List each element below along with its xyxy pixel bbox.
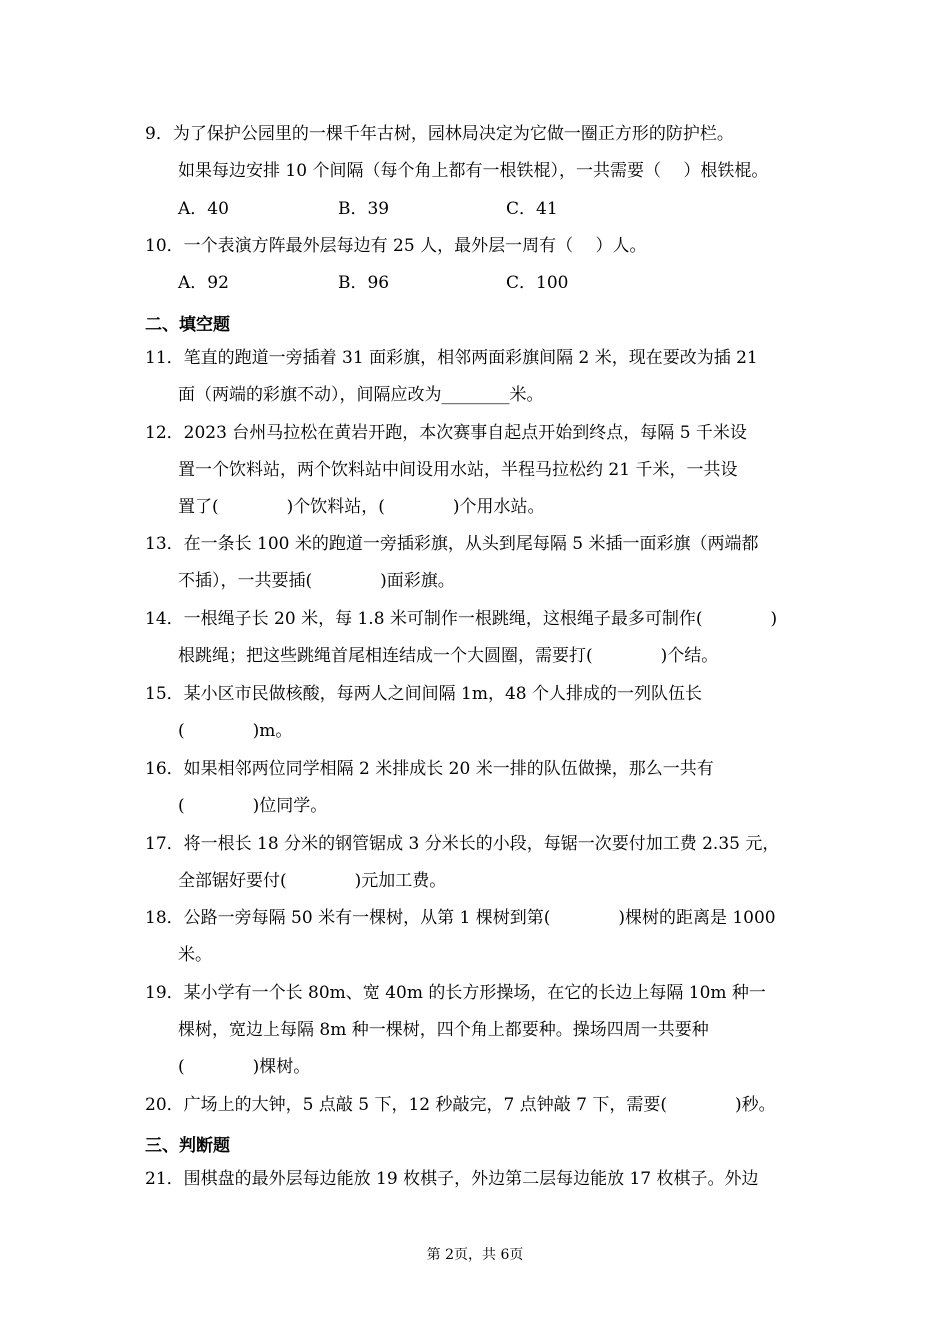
question-16-line-1: 16．如果相邻两位同学相隔 2 米排成长 20 米一排的队伍做操，那么一共有 bbox=[145, 759, 714, 779]
question-9-option-a: A．40 bbox=[178, 199, 229, 219]
question-9-option-c: C．41 bbox=[506, 199, 558, 219]
question-15-line-1: 15．某小区市民做核酸，每两人之间间隔 1m，48 个人排成的一列队伍长 bbox=[145, 684, 703, 704]
question-16-line-2: ( )位同学。 bbox=[178, 796, 328, 816]
question-11-line-1: 11．笔直的跑道一旁插着 31 面彩旗，相邻两面彩旗间隔 2 米，现在要改为插 21 bbox=[145, 348, 758, 368]
question-21-line-1: 21．围棋盘的最外层每边能放 19 枚棋子，外边第二层每边能放 17 枚棋子。外边 bbox=[145, 1169, 759, 1189]
section-true-false-heading: 三、判断题 bbox=[145, 1136, 230, 1156]
question-18-line-1: 18．公路一旁每隔 50 米有一棵树，从第 1 棵树到第( )棵树的距离是 1000 bbox=[145, 908, 776, 928]
section-fill-in-blank-heading: 二、填空题 bbox=[145, 315, 230, 335]
question-13-line-1: 13．在一条长 100 米的跑道一旁插彩旗，从头到尾每隔 5 米插一面彩旗（两端都 bbox=[145, 534, 759, 554]
question-9-option-b: B．39 bbox=[338, 199, 390, 219]
question-10-option-a: A．92 bbox=[178, 273, 229, 293]
question-17-line-2: 全部锯好要付( )元加工费。 bbox=[178, 871, 447, 891]
question-19-line-3: ( )棵树。 bbox=[178, 1057, 311, 1077]
question-10-option-c: C．100 bbox=[506, 273, 569, 293]
page-footer: 第 2页，共 6页 bbox=[426, 1247, 524, 1263]
question-14-line-1: 14．一根绳子长 20 米，每 1.8 米可制作一根跳绳，这根绳子最多可制作( ) bbox=[145, 609, 778, 629]
question-20-line-1: 20．广场上的大钟，5 点敲 5 下，12 秒敲完，7 点钟敲 7 下，需要( )秒。 bbox=[145, 1095, 776, 1115]
question-12-line-1: 12．2023 台州马拉松在黄岩开跑，本次赛事自起点开始到终点，每隔 5 千米设 bbox=[145, 423, 747, 443]
question-18-line-2: 米。 bbox=[178, 945, 212, 965]
question-19-line-1: 19．某小学有一个长 80m、宽 40m 的长方形操场，在它的长边上每隔 10m 种一 bbox=[145, 983, 766, 1003]
question-13-line-2: 不插），一共要插( )面彩旗。 bbox=[178, 571, 455, 591]
question-14-line-2: 根跳绳；把这些跳绳首尾相连结成一个大圆圈，需要打( )个结。 bbox=[178, 646, 719, 666]
question-9-line-1: 9．为了保护公园里的一棵千年古树，园林局决定为它做一圈正方形的防护栏。 bbox=[145, 124, 734, 144]
question-12-line-2: 置一个饮料站，两个饮料站中间设用水站，半程马拉松约 21 千米，一共设 bbox=[178, 460, 738, 480]
question-11-line-2: 面（两端的彩旗不动），间隔应改为________米。 bbox=[178, 385, 544, 405]
question-19-line-2: 棵树，宽边上每隔 8m 种一棵树，四个角上都要种。操场四周一共要种 bbox=[178, 1020, 709, 1040]
question-10-option-b: B．96 bbox=[338, 273, 390, 293]
question-15-line-2: ( )m。 bbox=[178, 721, 293, 741]
question-9-line-2: 如果每边安排 10 个间隔（每个角上都有一根铁棍），一共需要（ ）根铁棍。 bbox=[178, 161, 769, 181]
question-10-line-1: 10．一个表演方阵最外层每边有 25 人，最外层一周有（ ）人。 bbox=[145, 236, 647, 256]
question-17-line-1: 17．将一根长 18 分米的钢管锯成 3 分米长的小段，每锯一次要付加工费 2.35 元， bbox=[145, 834, 780, 854]
question-12-line-3: 置了( )个饮料站，( )个用水站。 bbox=[178, 497, 545, 517]
